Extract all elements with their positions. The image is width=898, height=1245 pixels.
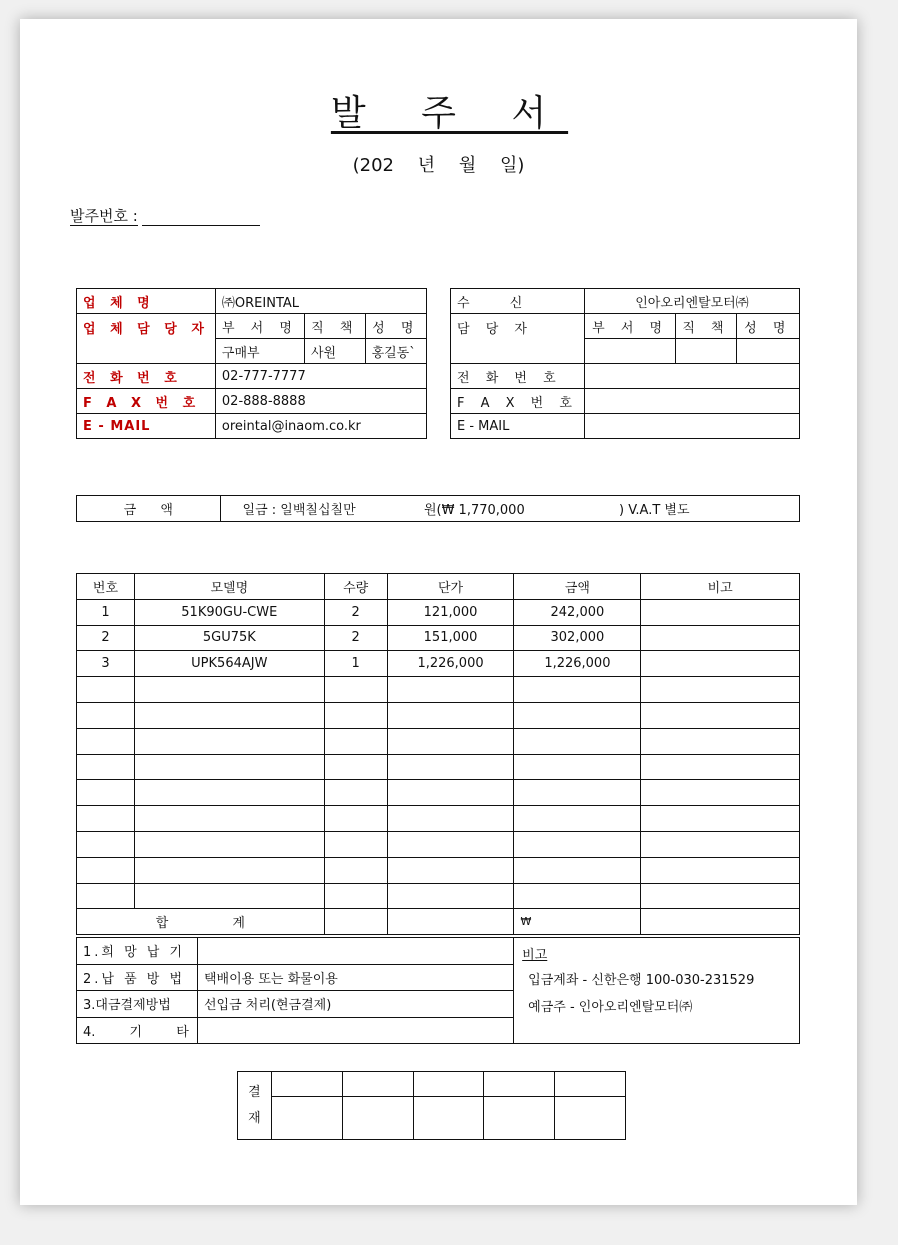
order-number-label: 발주번호 :	[70, 207, 138, 225]
recipient-email-label: E - MAIL	[451, 414, 585, 439]
recipient-phone-value[interactable]	[584, 364, 799, 389]
item-no[interactable]: 3	[77, 651, 135, 677]
item-model[interactable]: 51K90GU-CWE	[134, 599, 324, 625]
items-header-amount: 금액	[514, 574, 641, 600]
empty-row[interactable]	[77, 780, 800, 806]
delivery-method-value[interactable]: 택배이용 또는 화물이용	[197, 964, 513, 991]
recipient-email-value[interactable]	[584, 414, 799, 439]
supplier-table	[76, 288, 427, 439]
item-qty[interactable]: 2	[324, 625, 387, 651]
approval-sign-cell[interactable]	[413, 1097, 484, 1140]
notes-account: 입금계좌 - 신한은행 100-030-231529	[528, 973, 755, 988]
order-number-blank[interactable]	[142, 207, 260, 226]
empty-row[interactable]	[77, 728, 800, 754]
empty-row[interactable]	[77, 806, 800, 832]
empty-row[interactable]	[77, 677, 800, 703]
recipient-name-value[interactable]	[736, 339, 799, 364]
supplier-phone-label: 전 화 번 호	[77, 364, 216, 389]
items-header-row	[77, 574, 800, 600]
recipient-fax-value[interactable]	[584, 389, 799, 414]
delivery-date-value[interactable]	[197, 938, 513, 965]
item-amount[interactable]: 1,226,000	[514, 651, 641, 677]
items-header-qty: 수량	[324, 574, 387, 600]
supplier-position-value[interactable]: 사원	[304, 339, 365, 364]
supplier-dept-header: 부 서 명	[215, 314, 304, 339]
supplier-company-value[interactable]: ㈜OREINTAL	[215, 289, 426, 314]
items-table	[76, 573, 800, 935]
approval-sign-cell[interactable]	[271, 1097, 342, 1140]
approval-label	[238, 1072, 272, 1140]
item-no[interactable]: 1	[77, 599, 135, 625]
total-qty[interactable]	[324, 909, 387, 935]
notes-heading: 비고	[522, 948, 548, 963]
item-unit-price[interactable]: 151,000	[387, 625, 514, 651]
approval-table	[237, 1071, 626, 1140]
payment-method-label: 3.대금결제방법	[77, 991, 198, 1018]
approval-title-cell[interactable]	[271, 1072, 342, 1097]
approval-label-2: 재	[248, 1110, 261, 1126]
amount-value[interactable]	[220, 496, 799, 522]
supplier-email-label: E - MAIL	[77, 414, 216, 439]
recipient-table	[450, 288, 800, 439]
recipient-phone-label: 전 화 번 호	[451, 364, 585, 389]
total-label: 합 계	[77, 909, 325, 935]
item-amount[interactable]: 302,000	[514, 625, 641, 651]
amount-vat-text: ) V.A.T 별도	[619, 503, 690, 518]
amount-label: 금 액	[77, 496, 221, 522]
table-row	[77, 625, 800, 651]
supplier-fax-value[interactable]: 02-888-8888	[215, 389, 426, 414]
recipient-position-header: 직 책	[676, 314, 736, 339]
order-number-field	[70, 205, 260, 226]
empty-row[interactable]	[77, 883, 800, 909]
approval-title-cell[interactable]	[555, 1072, 626, 1097]
approval-title-cell[interactable]	[484, 1072, 555, 1097]
item-model[interactable]: 5GU75K	[134, 625, 324, 651]
amount-won-text: 원(₩ 1,770,000	[423, 503, 525, 518]
recipient-contact-label: 담 당 자	[451, 314, 585, 364]
approval-title-cell[interactable]	[413, 1072, 484, 1097]
approval-title-cell[interactable]	[342, 1072, 413, 1097]
recipient-dept-header: 부 서 명	[584, 314, 675, 339]
supplier-contact-label: 업 체 담 당 자	[77, 314, 216, 364]
approval-sign-cell[interactable]	[484, 1097, 555, 1140]
recipient-dept-value[interactable]	[584, 339, 675, 364]
recipient-name-header: 성 명	[736, 314, 799, 339]
date-line: (202 년 월 일)	[352, 155, 525, 176]
total-row	[77, 909, 800, 935]
item-qty[interactable]: 1	[324, 651, 387, 677]
approval-sign-cell[interactable]	[555, 1097, 626, 1140]
amount-table	[76, 495, 800, 522]
approval-sign-cell[interactable]	[342, 1097, 413, 1140]
other-value[interactable]	[197, 1017, 513, 1044]
items-header-model: 모델명	[134, 574, 324, 600]
delivery-method-label: 2.납 품 방 법	[77, 964, 198, 991]
supplier-dept-value[interactable]: 구매부	[215, 339, 304, 364]
delivery-date-label: 1.희 망 납 기	[77, 938, 198, 965]
payment-method-value[interactable]: 선입금 처리(현금결제)	[197, 991, 513, 1018]
total-amount[interactable]: ₩	[514, 909, 641, 935]
recipient-position-value[interactable]	[676, 339, 736, 364]
amount-text: 일금 : 일백칠십칠만	[242, 503, 356, 518]
supplier-position-header: 직 책	[304, 314, 365, 339]
approval-label-1: 결	[248, 1084, 261, 1100]
supplier-fax-label: F A X 번 호	[77, 389, 216, 414]
item-remarks[interactable]	[641, 599, 800, 625]
total-remarks[interactable]	[641, 909, 800, 935]
items-header-no: 번호	[77, 574, 135, 600]
order-form-page	[20, 19, 857, 1205]
empty-row[interactable]	[77, 857, 800, 883]
items-header-remarks: 비고	[641, 574, 800, 600]
terms-table	[76, 937, 800, 1044]
item-no[interactable]: 2	[77, 625, 135, 651]
item-qty[interactable]: 2	[324, 599, 387, 625]
other-label: 4. 기 타	[77, 1017, 198, 1044]
empty-row[interactable]	[77, 831, 800, 857]
item-remarks[interactable]	[641, 625, 800, 651]
page-title: 발 주 서	[330, 93, 569, 134]
supplier-company-label: 업 체 명	[77, 289, 216, 314]
notes-box	[514, 938, 800, 1044]
items-header-unit-price: 단가	[387, 574, 514, 600]
supplier-phone-value[interactable]: 02-777-7777	[215, 364, 426, 389]
empty-row[interactable]	[77, 754, 800, 780]
total-unit-price[interactable]	[387, 909, 514, 935]
table-row	[77, 599, 800, 625]
item-model[interactable]: UPK564AJW	[134, 651, 324, 677]
recipient-to-label: 수 신	[451, 289, 585, 314]
supplier-name-value[interactable]: 홍길동`	[365, 339, 426, 364]
recipient-to-value[interactable]: 인아오리엔탈모터㈜	[584, 289, 799, 314]
recipient-fax-label: F A X 번 호	[451, 389, 585, 414]
item-unit-price[interactable]: 121,000	[387, 599, 514, 625]
item-remarks[interactable]	[641, 651, 800, 677]
supplier-email-value[interactable]: oreintal@inaom.co.kr	[215, 414, 426, 439]
empty-row[interactable]	[77, 702, 800, 728]
item-amount[interactable]: 242,000	[514, 599, 641, 625]
table-row	[77, 651, 800, 677]
notes-depositor: 예금주 - 인아오리엔탈모터㈜	[528, 1000, 693, 1015]
item-unit-price[interactable]: 1,226,000	[387, 651, 514, 677]
supplier-name-header: 성 명	[365, 314, 426, 339]
